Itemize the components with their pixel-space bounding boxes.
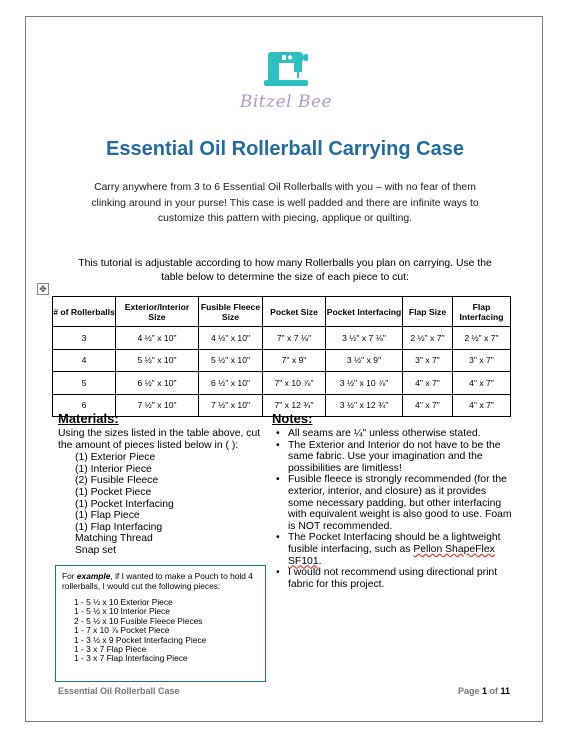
- materials-list: [75, 452, 273, 556]
- table-cell: 7 ½" x 10": [116, 394, 199, 417]
- table-instructions: This tutorial is adjustable according to how many Rollerballs you plan on carrying. Use the table below to determine the size of each piece to cut:: [78, 258, 492, 283]
- footer-of: of: [486, 686, 501, 696]
- table-header-cell: Pocket Size: [263, 297, 326, 327]
- table-cell: 7" x 10 ⅞": [263, 372, 326, 395]
- table-cell: 4" x 7": [453, 394, 511, 417]
- table-cell: 4" x 7": [403, 372, 453, 395]
- table-move-handle-icon[interactable]: ✥: [37, 283, 49, 295]
- materials-item: (1) Flap Interfacing: [75, 521, 163, 533]
- table-cell: 2 ½" x 7": [453, 327, 511, 350]
- materials-item: Snap set: [75, 544, 117, 556]
- table-header-cell: Pocket Interfacing: [326, 297, 403, 327]
- table-cell: 7" x 12 ¾": [263, 394, 326, 417]
- table-cell: 3 ½" x 7 ⅛": [326, 327, 403, 350]
- example-lead-emphasis: example: [76, 571, 111, 581]
- table-cell: 3: [53, 327, 116, 350]
- notes-item: • The Pocket Interfacing should be a lightweight fusible interfacing, such as Pellon ShapeFlex SF101.: [274, 532, 514, 567]
- materials-section: [58, 428, 273, 557]
- table-row: [53, 372, 511, 395]
- materials-intro: Using the sizes listed in the table above, cut the amount of pieces listed below in ( ):: [58, 428, 261, 451]
- table-cell: 2 ½" x 7": [403, 327, 453, 350]
- table-cell: 5 ½" x 10": [116, 349, 199, 372]
- materials-item: Matching Thread: [75, 533, 153, 545]
- table-cell: 7" x 9": [263, 349, 326, 372]
- table-cell: 7" x 7 ⅛": [263, 327, 326, 350]
- materials-item: (1) Pocket Piece: [75, 486, 152, 498]
- table-header-cell: Flap Size: [403, 297, 453, 327]
- table-cell: 4: [53, 349, 116, 372]
- notes-list: [274, 428, 514, 590]
- notes-heading: Notes:: [272, 411, 313, 426]
- table-cell: 5 ½" x 10": [199, 349, 263, 372]
- sewing-machine-icon: [260, 50, 312, 88]
- footer-current-page: 1: [481, 686, 487, 696]
- table-cell: 4 ½" x 10": [199, 327, 263, 350]
- table-cell: 3" x 7": [403, 349, 453, 372]
- footer-page-label: Page: [457, 686, 482, 696]
- table-header-cell: Flap Interfacing: [453, 297, 511, 327]
- footer-title: Essential Oil Rollerball Case: [58, 686, 180, 696]
- materials-item: (2) Fusible Fleece: [75, 475, 159, 487]
- page-title: Essential Oil Rollerball Carrying Case: [106, 138, 464, 160]
- footer-page-number: [458, 686, 510, 696]
- table-cell: 4" x 7": [453, 372, 511, 395]
- example-list: [74, 598, 259, 664]
- spellcheck-underlined-text: Pellon ShapeFlex SF101: [288, 543, 495, 567]
- materials-item: (1) Pocket Interfacing: [75, 498, 174, 510]
- example-item: 1 - 7 x 10 ⅞ Pocket Piece: [74, 625, 170, 636]
- notes-item: • The Exterior and Interior do not have to be the same fabric. Use your imagination and the possibilities are limitless!: [274, 440, 514, 475]
- table-cell: 3" x 7": [453, 349, 511, 372]
- logo-text: Bitzel Bee: [239, 92, 333, 112]
- materials-item: (1) Flap Piece: [75, 510, 140, 522]
- example-item: 2 - 5 ½ x 10 Fusible Fleece Pieces: [74, 615, 203, 626]
- table-header-cell: # of Rollerballs: [53, 297, 116, 327]
- size-table: [52, 296, 511, 417]
- notes-item: • Fusible fleece is strongly recommended (for the exterior, interior, and closure) as it provides some necessary padding, but other interfacing with equivalent weight is also good to use. Foam is NOT recommended.: [274, 474, 514, 532]
- example-box: [55, 565, 266, 682]
- table-cell: 3 ½" x 9": [326, 349, 403, 372]
- table-cell: 6 ½" x 10": [116, 372, 199, 395]
- table-cell: 4 ½" x 10": [116, 327, 199, 350]
- table-row: [53, 327, 511, 350]
- example-item: 1 - 5 ½ x 10 Interior Piece: [74, 606, 170, 617]
- table-cell: 7 ½" x 10": [199, 394, 263, 417]
- notes-item: • All seams are ¼" unless otherwise stated.: [274, 428, 514, 440]
- table-cell: 3 ½" x 12 ¾": [326, 394, 403, 417]
- example-item: 1 - 3 x 7 Flap Interfacing Piece: [74, 653, 188, 664]
- table-cell: 6 ½" x 10": [199, 372, 263, 395]
- table-cell: 3 ½" x 10 ⅞": [326, 372, 403, 395]
- table-cell: 5: [53, 372, 116, 395]
- table-header-cell: Fusible Fleece Size: [199, 297, 263, 327]
- table-cell: 6: [53, 394, 116, 417]
- materials-item: (1) Exterior Piece: [75, 452, 156, 464]
- notes-item: • I would not recommend using directional print fabric for this project.: [274, 567, 514, 590]
- materials-item: (1) Interior Piece: [75, 463, 152, 475]
- logo: [236, 50, 336, 130]
- example-lead-rest: , if I wanted to make a Pouch to hold 4 rollerballs, I would cut the following pieces:: [62, 571, 253, 591]
- table-row: [53, 349, 511, 372]
- example-lead-prefix: For: [62, 571, 77, 581]
- intro-paragraph: Carry anywhere from 3 to 6 Essential Oil Rollerballs with you – with no fear of them clinking around in your purse! This case is well padded and there are infinite ways to customize this pattern with piecing, applique or quilting.: [91, 182, 479, 224]
- table-header-row: [53, 297, 511, 327]
- materials-heading: Materials:: [58, 411, 119, 426]
- example-intro: [62, 571, 259, 591]
- table-header-cell: Exterior/Interior Size: [116, 297, 199, 327]
- example-item: 1 - 3 ½ x 9 Pocket Interfacing Piece: [74, 634, 207, 645]
- example-item: 1 - 5 ½ x 10 Exterior Piece: [74, 597, 173, 607]
- footer-total-pages: 11: [500, 686, 510, 696]
- example-item: 1 - 3 x 7 Flap Piece: [74, 644, 147, 655]
- table-cell: 4" x 7": [403, 394, 453, 417]
